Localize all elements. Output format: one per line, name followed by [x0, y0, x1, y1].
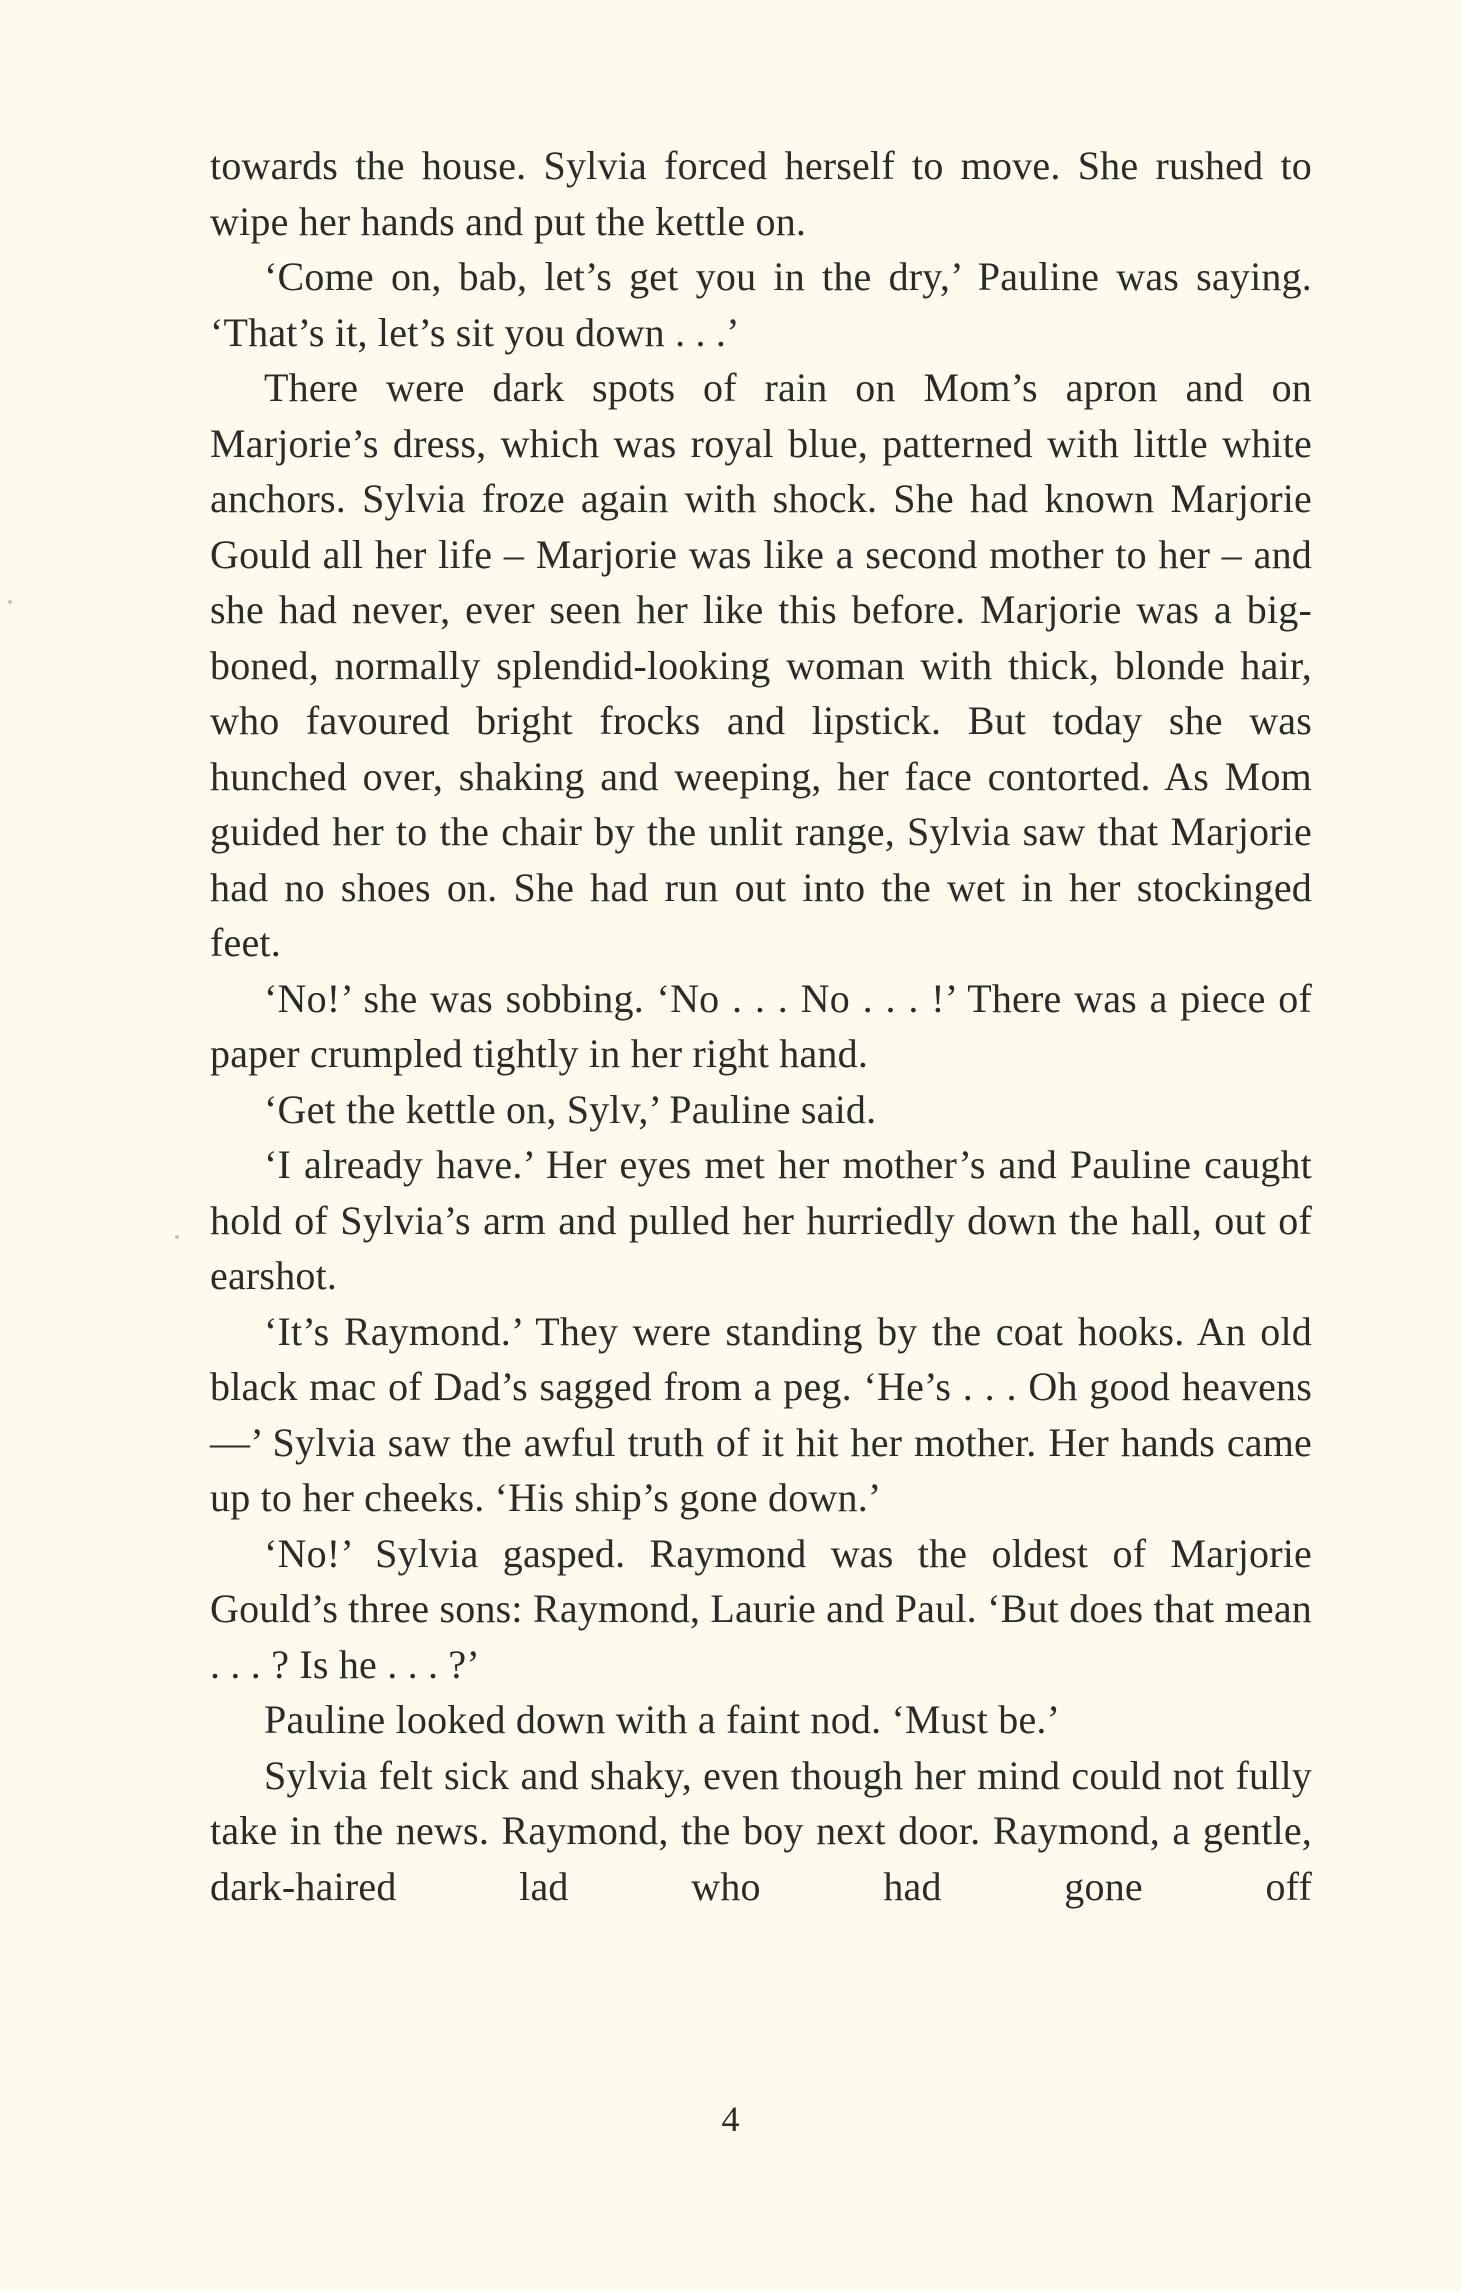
paragraph-3: There were dark spots of rain on Mom’s apron and on Marjorie’s dress, which was royal blue, patterned with little white anchors. Sylvia froze again with shock. She had known Marjorie Gould all her life – Marjorie was like a second mother to her – and she had never, ever seen her like this before. Marjorie was a big-boned, normally splendid-looking woman with thick, blonde hair, who favoured bright frocks and lipstick. But today she was hunched over, shaking and weeping, her face contorted. As Mom guided her to the chair by the unlit range, Sylvia saw that Marjorie had no shoes on. She had run out into the wet in her stockinged feet.: [210, 365, 1312, 965]
page-number: 4: [721, 2099, 740, 2139]
paragraph-9: Pauline looked down with a faint nod. ‘Must be.’: [264, 1697, 1061, 1742]
body-text: [210, 138, 1312, 1914]
paragraph-6: ‘I already have.’ Her eyes met her mother’s and Pauline caught hold of Sylvia’s arm and pulled her hurriedly down the hall, out of earshot.: [210, 1142, 1312, 1298]
paper-speck: [175, 1235, 179, 1239]
paragraph-2: ‘Come on, bab, let’s get you in the dry,’ Pauline was saying. ‘That’s it, let’s sit you down . . .’: [210, 254, 1312, 355]
paragraph-7: ‘It’s Raymond.’ They were standing by the coat hooks. An old black mac of Dad’s sagged from a peg. ‘He’s . . . Oh good heavens—’ Sylvia saw the awful truth of it hit her mother. Her hands came up to her cheeks. ‘His ship’s gone down.’: [210, 1308, 1312, 1520]
paragraph-8: ‘No!’ Sylvia gasped. Raymond was the oldest of Marjorie Gould’s three sons: Raymond, Laurie and Paul. ‘But does that mean . . . ? Is he . . . ?’: [210, 1530, 1312, 1687]
paragraph-1: towards the house. Sylvia forced herself to move. She rushed to wipe her hands and put the kettle on.: [210, 143, 1312, 244]
paragraph-5: ‘Get the kettle on, Sylv,’ Pauline said.: [264, 1086, 877, 1132]
paragraph-4: ‘No!’ she was sobbing. ‘No . . . No . . . !’ There was a piece of paper crumpled tightly in her right hand.: [210, 975, 1312, 1076]
paper-speck: [8, 600, 12, 604]
paragraph-10: Sylvia felt sick and shaky, even though her mind could not fully take in the news. Raymond, the boy next door. Raymond, a gentle, dark-haired lad who had gone off: [210, 1752, 1312, 1909]
